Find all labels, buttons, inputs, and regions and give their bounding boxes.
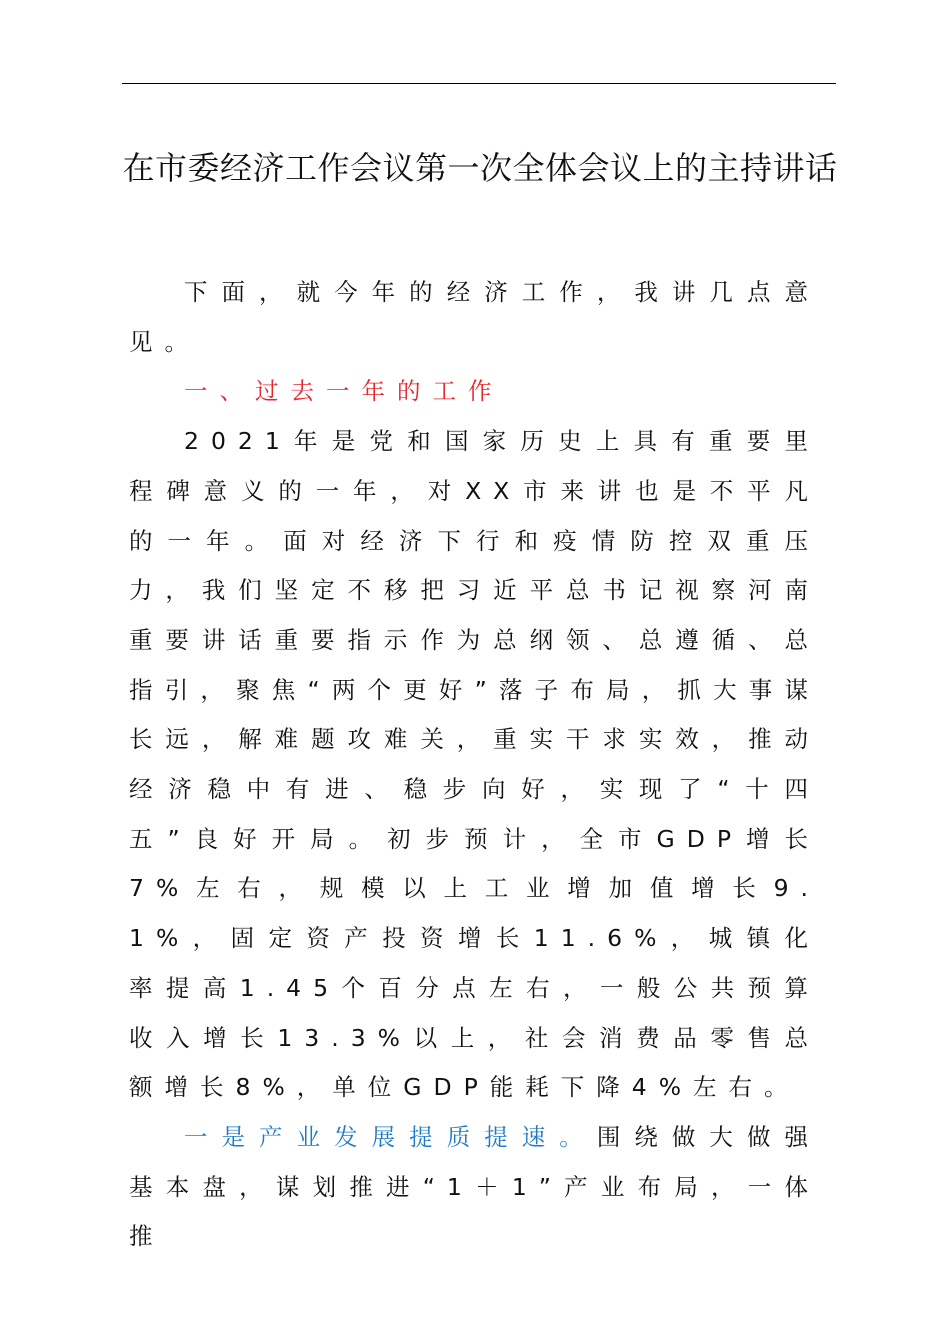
industry-text: 围绕做大做强基本盘，谋划推进“1＋1”产业布局，一体推 <box>129 1122 820 1251</box>
page-title: 在市委经济工作会议第一次全体会议上的主持讲话 <box>122 149 838 187</box>
industry-lead: 一是产业发展提质提速。 <box>184 1122 597 1151</box>
section-heading: 一、过去一年的工作 <box>184 377 504 406</box>
header-rule <box>122 83 836 84</box>
industry-paragraph <box>129 1113 820 1262</box>
review-paragraph: 2021年是党和国家历史上具有重要里程碑意义的一年，对XX市来讲也是不平凡的一年。面对经济下行和疫情防控双重压力，我们坚定不移把习近平总书记视察河南重要讲话重要指示作为总纲领、总遵循、总指引，聚焦“两个更好”落子布局，抓大事谋长远，解难题攻难关，重实干求实效，推动经济稳中有进、稳步向好，实现了“十四五”良好开局。初步预计，全市GDP增长7%左右，规模以上工业增加值增长9.1%，固定资产投资增长11.6%，城镇化率提高1.45个百分点左右，一般公共预算收入增长13.3%以上，社会消费品零售总额增长8%，单位GDP能耗下降4%左右。 <box>129 427 820 1102</box>
intro-paragraph: 下面，就今年的经济工作，我讲几点意见。 <box>129 278 820 356</box>
document-body <box>129 268 820 1262</box>
